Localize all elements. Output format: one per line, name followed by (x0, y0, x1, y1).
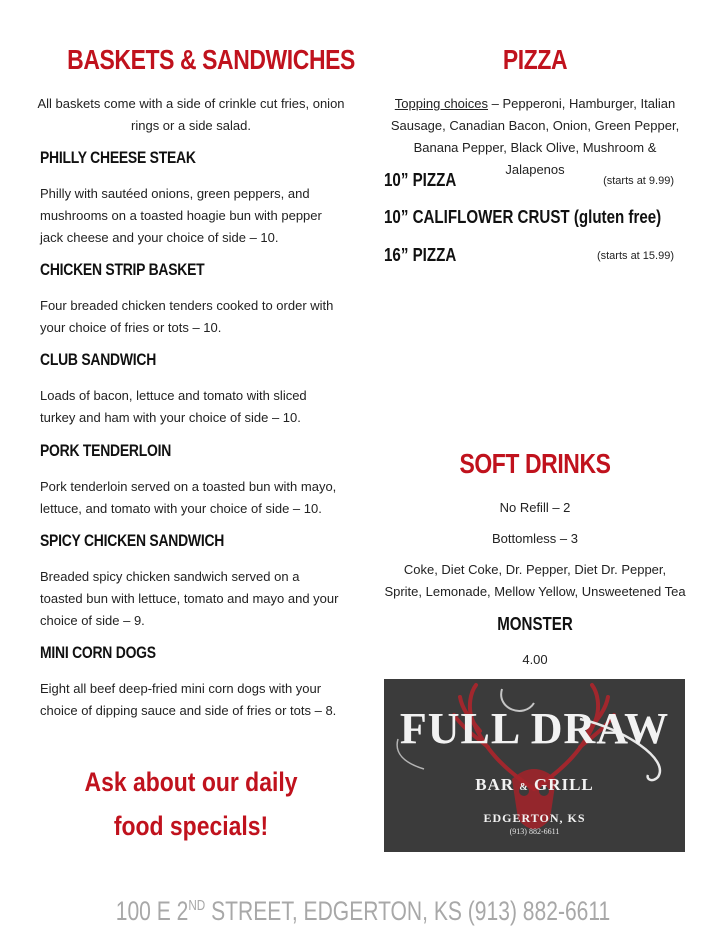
footer-address-sup: ND (188, 897, 206, 914)
footer-address-post: STREET, EDGERTON, KS (913) 882-6611 (205, 896, 611, 926)
footer-address-pre: 100 E 2 (115, 896, 189, 926)
daily-specials: Ask about our daily food specials! (84, 767, 298, 841)
baskets-intro: All baskets come with a side of crinkle cut fries, onion rings or a side salad. (37, 96, 345, 133)
item-desc-club: Loads of bacon, lettuce and tomato with sliced turkey and ham with your choice of side – 10. (40, 388, 307, 425)
pizza-name: 10” PIZZA (384, 170, 457, 190)
topping-choices-list: – Pepperoni, Hamburger, Italian Sausage, Canadian Bacon, Onion, Green Pepper, Banana Pepper, Black Olive, Mushroom & Jalapenos (390, 96, 680, 177)
item-desc-corn-dogs: Eight all beef deep-fried mini corn dogs with your choice of dipping sauce and side of fries or tots – 8. (40, 681, 337, 718)
pizza-toppings (384, 93, 686, 181)
pizza-price: (starts at 9.99) (603, 175, 674, 187)
pizza-item (384, 207, 684, 228)
logo-sub-amp: & (519, 782, 529, 793)
pizza-price: (starts at 15.99) (596, 250, 674, 262)
item-name-chicken-strip: CHICKEN STRIP BASKET (40, 260, 205, 279)
drink-bottomless: Bottomless – 3 (492, 531, 578, 546)
baskets-title: BASKETS & SANDWICHES (67, 44, 355, 75)
logo-name: FULL DRAW (399, 704, 670, 753)
logo-sub-grill: GRILL (533, 775, 594, 794)
monster-price: 4.00 (522, 652, 548, 667)
pizza-name: 10” CALIFLOWER CRUST (gluten free) (384, 207, 662, 227)
footer-address (80, 896, 646, 927)
item-name-club: CLUB SANDWICH (40, 350, 157, 369)
item-desc-pork: Pork tenderloin served on a toasted bun with mayo, lettuce, and tomato with your choice of side – 10. (40, 479, 337, 516)
pizza-name: 16” PIZZA (384, 245, 457, 265)
item-name-corn-dogs: MINI CORN DOGS (40, 643, 156, 662)
pizza-item (384, 245, 674, 266)
logo-subtitle (384, 775, 685, 795)
item-desc-philly: Philly with sautéed onions, green peppers, and mushrooms on a toasted hoagie bun with pepper jack cheese and your choice of side – 10. (40, 186, 322, 245)
topping-choices-label: Topping choices (394, 96, 489, 111)
monster-title: MONSTER (497, 614, 573, 634)
drink-no-refill: No Refill – 2 (499, 500, 571, 515)
item-name-philly: PHILLY CHEESE STEAK (40, 148, 196, 167)
item-desc-spicy-chicken: Breaded spicy chicken sandwich served on a toasted bun with lettuce, tomato and mayo and your choice of side – 9. (40, 569, 339, 628)
pizza-item (384, 170, 674, 191)
monster-title-wrap (384, 614, 686, 635)
logo-phone: (913) 882-6611 (509, 827, 560, 836)
drinks-title: SOFT DRINKS (459, 448, 611, 479)
logo-sub-bar: BAR (475, 775, 515, 794)
pizza-title: PIZZA (502, 44, 568, 75)
full-draw-logo (384, 679, 685, 852)
item-name-spicy-chicken: SPICY CHICKEN SANDWICH (40, 531, 225, 550)
item-name-pork: PORK TENDERLOIN (40, 441, 172, 460)
logo-city: EDGERTON, KS (483, 811, 586, 825)
drink-list: Coke, Diet Coke, Dr. Pepper, Diet Dr. Pepper, Sprite, Lemonade, Mellow Yellow, Unsweetened Tea (384, 562, 686, 599)
item-desc-chicken-strip: Four breaded chicken tenders cooked to order with your choice of fries or tots – 10. (40, 298, 334, 335)
